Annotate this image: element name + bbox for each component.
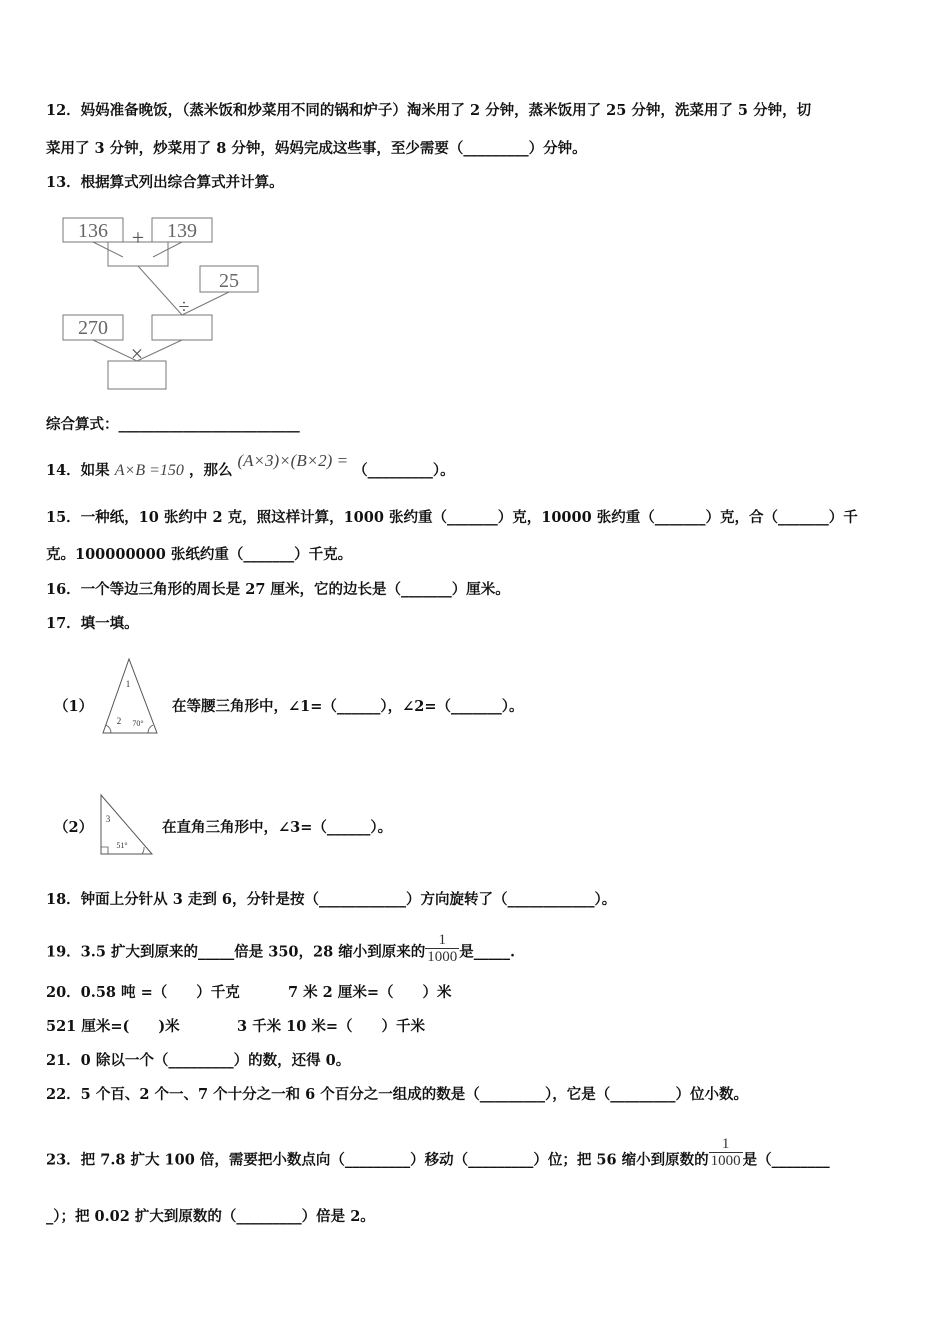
q18-line: 18．钟面上分针从 3 走到 6，分针是按（____________）方向旋转了（____________）。 xyxy=(46,891,617,908)
angle-51-label: 51° xyxy=(116,841,128,850)
box-139: 139 xyxy=(167,220,197,242)
box-270: 270 xyxy=(78,317,108,339)
q14-suffix: （_________）。 xyxy=(353,462,455,479)
q23-frac-num: 1 xyxy=(709,1136,743,1153)
q14-middle: ，那么 xyxy=(188,462,233,479)
q19-fraction xyxy=(425,932,459,965)
q19-frac-den: 1000 xyxy=(427,949,458,965)
q19-frac-num: 1 xyxy=(425,932,459,949)
q13-flow-diagram xyxy=(55,212,275,397)
q14-expression: (A×3)×(B×2) = xyxy=(237,451,349,470)
right-triangle-figure xyxy=(98,792,156,858)
q13-title: 13．根据算式列出综合算式并计算。 xyxy=(46,174,284,191)
plus-sign: + xyxy=(131,225,145,250)
q23-line2: _）；把 0.02 扩大到原数的（_________）倍是 2。 xyxy=(46,1208,375,1225)
q20-b: 7 米 2 厘米=（ ）米 xyxy=(288,984,452,1001)
q23-after: 是（________ xyxy=(742,1151,830,1169)
q14-line xyxy=(46,451,455,481)
multiply-sign: × xyxy=(130,341,144,366)
q17-part2-label: （2） xyxy=(54,819,94,836)
angle-70-label: 70° xyxy=(132,719,144,728)
q23-frac-den: 1000 xyxy=(710,1153,741,1169)
q19-after: 是_____. xyxy=(459,943,516,961)
q17-part1-text: 在等腰三角形中，∠1=（______），∠2=（_______）。 xyxy=(172,698,524,715)
q15-line1: 15．一种纸，10 张约中 2 克，照这样计算，1000 张约重（_______）克，10000 张约重（_______）克，合（_______）千 xyxy=(46,509,858,526)
q17-part2-text: 在直角三角形中，∠3=（______）。 xyxy=(162,819,393,836)
q19-before: 19．3.5 扩大到原来的_____倍是 350，28 缩小到原来的 xyxy=(46,943,426,961)
q15-line2: 克。100000000 张纸约重（_______）千克。 xyxy=(46,546,353,563)
q23-fraction xyxy=(709,1136,743,1169)
angle2-label: 2 xyxy=(116,716,122,726)
q14-prefix: 14．如果 xyxy=(46,462,110,479)
q17-part1-label: （1） xyxy=(54,698,94,715)
q23-before: 23．把 7.8 扩大 100 倍，需要把小数点向（_________）移动（_________）位；把 56 缩小到原数的 xyxy=(46,1151,709,1169)
angle1-label: 1 xyxy=(125,679,131,689)
q19-line xyxy=(46,932,516,969)
q12-line1: 12．妈妈准备晚饭，（蒸米饭和炒菜用不同的锅和炉子）淘米用了 2 分钟，蒸米饭用了 25 分钟，洗菜用了 5 分钟，切 xyxy=(46,102,812,119)
box-25: 25 xyxy=(219,270,239,292)
q14-given: A×B =150 xyxy=(114,462,184,479)
q16-line: 16．一个等边三角形的周长是 27 厘米，它的边长是（_______）厘米。 xyxy=(46,581,510,598)
q20-a: 20．0.58 吨 =（ ）千克 xyxy=(46,984,240,1001)
q21-line: 21．0 除以一个（_________）的数，还得 0。 xyxy=(46,1052,351,1069)
isosceles-triangle-figure xyxy=(100,656,162,738)
divide-sign: ÷ xyxy=(178,296,190,318)
q20-c: 521 厘米=( )米 xyxy=(46,1018,180,1035)
angle3-label: 3 xyxy=(105,814,111,824)
q22-line: 22．5 个百、2 个一、7 个十分之一和 6 个百分之一组成的数是（_________），它是（_________）位小数。 xyxy=(46,1086,749,1103)
q13-answer-label: 综合算式：_________________________ xyxy=(46,416,300,433)
q12-line2: 菜用了 3 分钟，炒菜用了 8 分钟，妈妈完成这些事，至少需要（_________）分钟。 xyxy=(46,140,587,157)
box-136: 136 xyxy=(78,220,108,242)
q20-d: 3 千米 10 米=（ ）千米 xyxy=(237,1018,426,1035)
q23-line1 xyxy=(46,1136,830,1177)
q17-title: 17．填一填。 xyxy=(46,615,139,632)
